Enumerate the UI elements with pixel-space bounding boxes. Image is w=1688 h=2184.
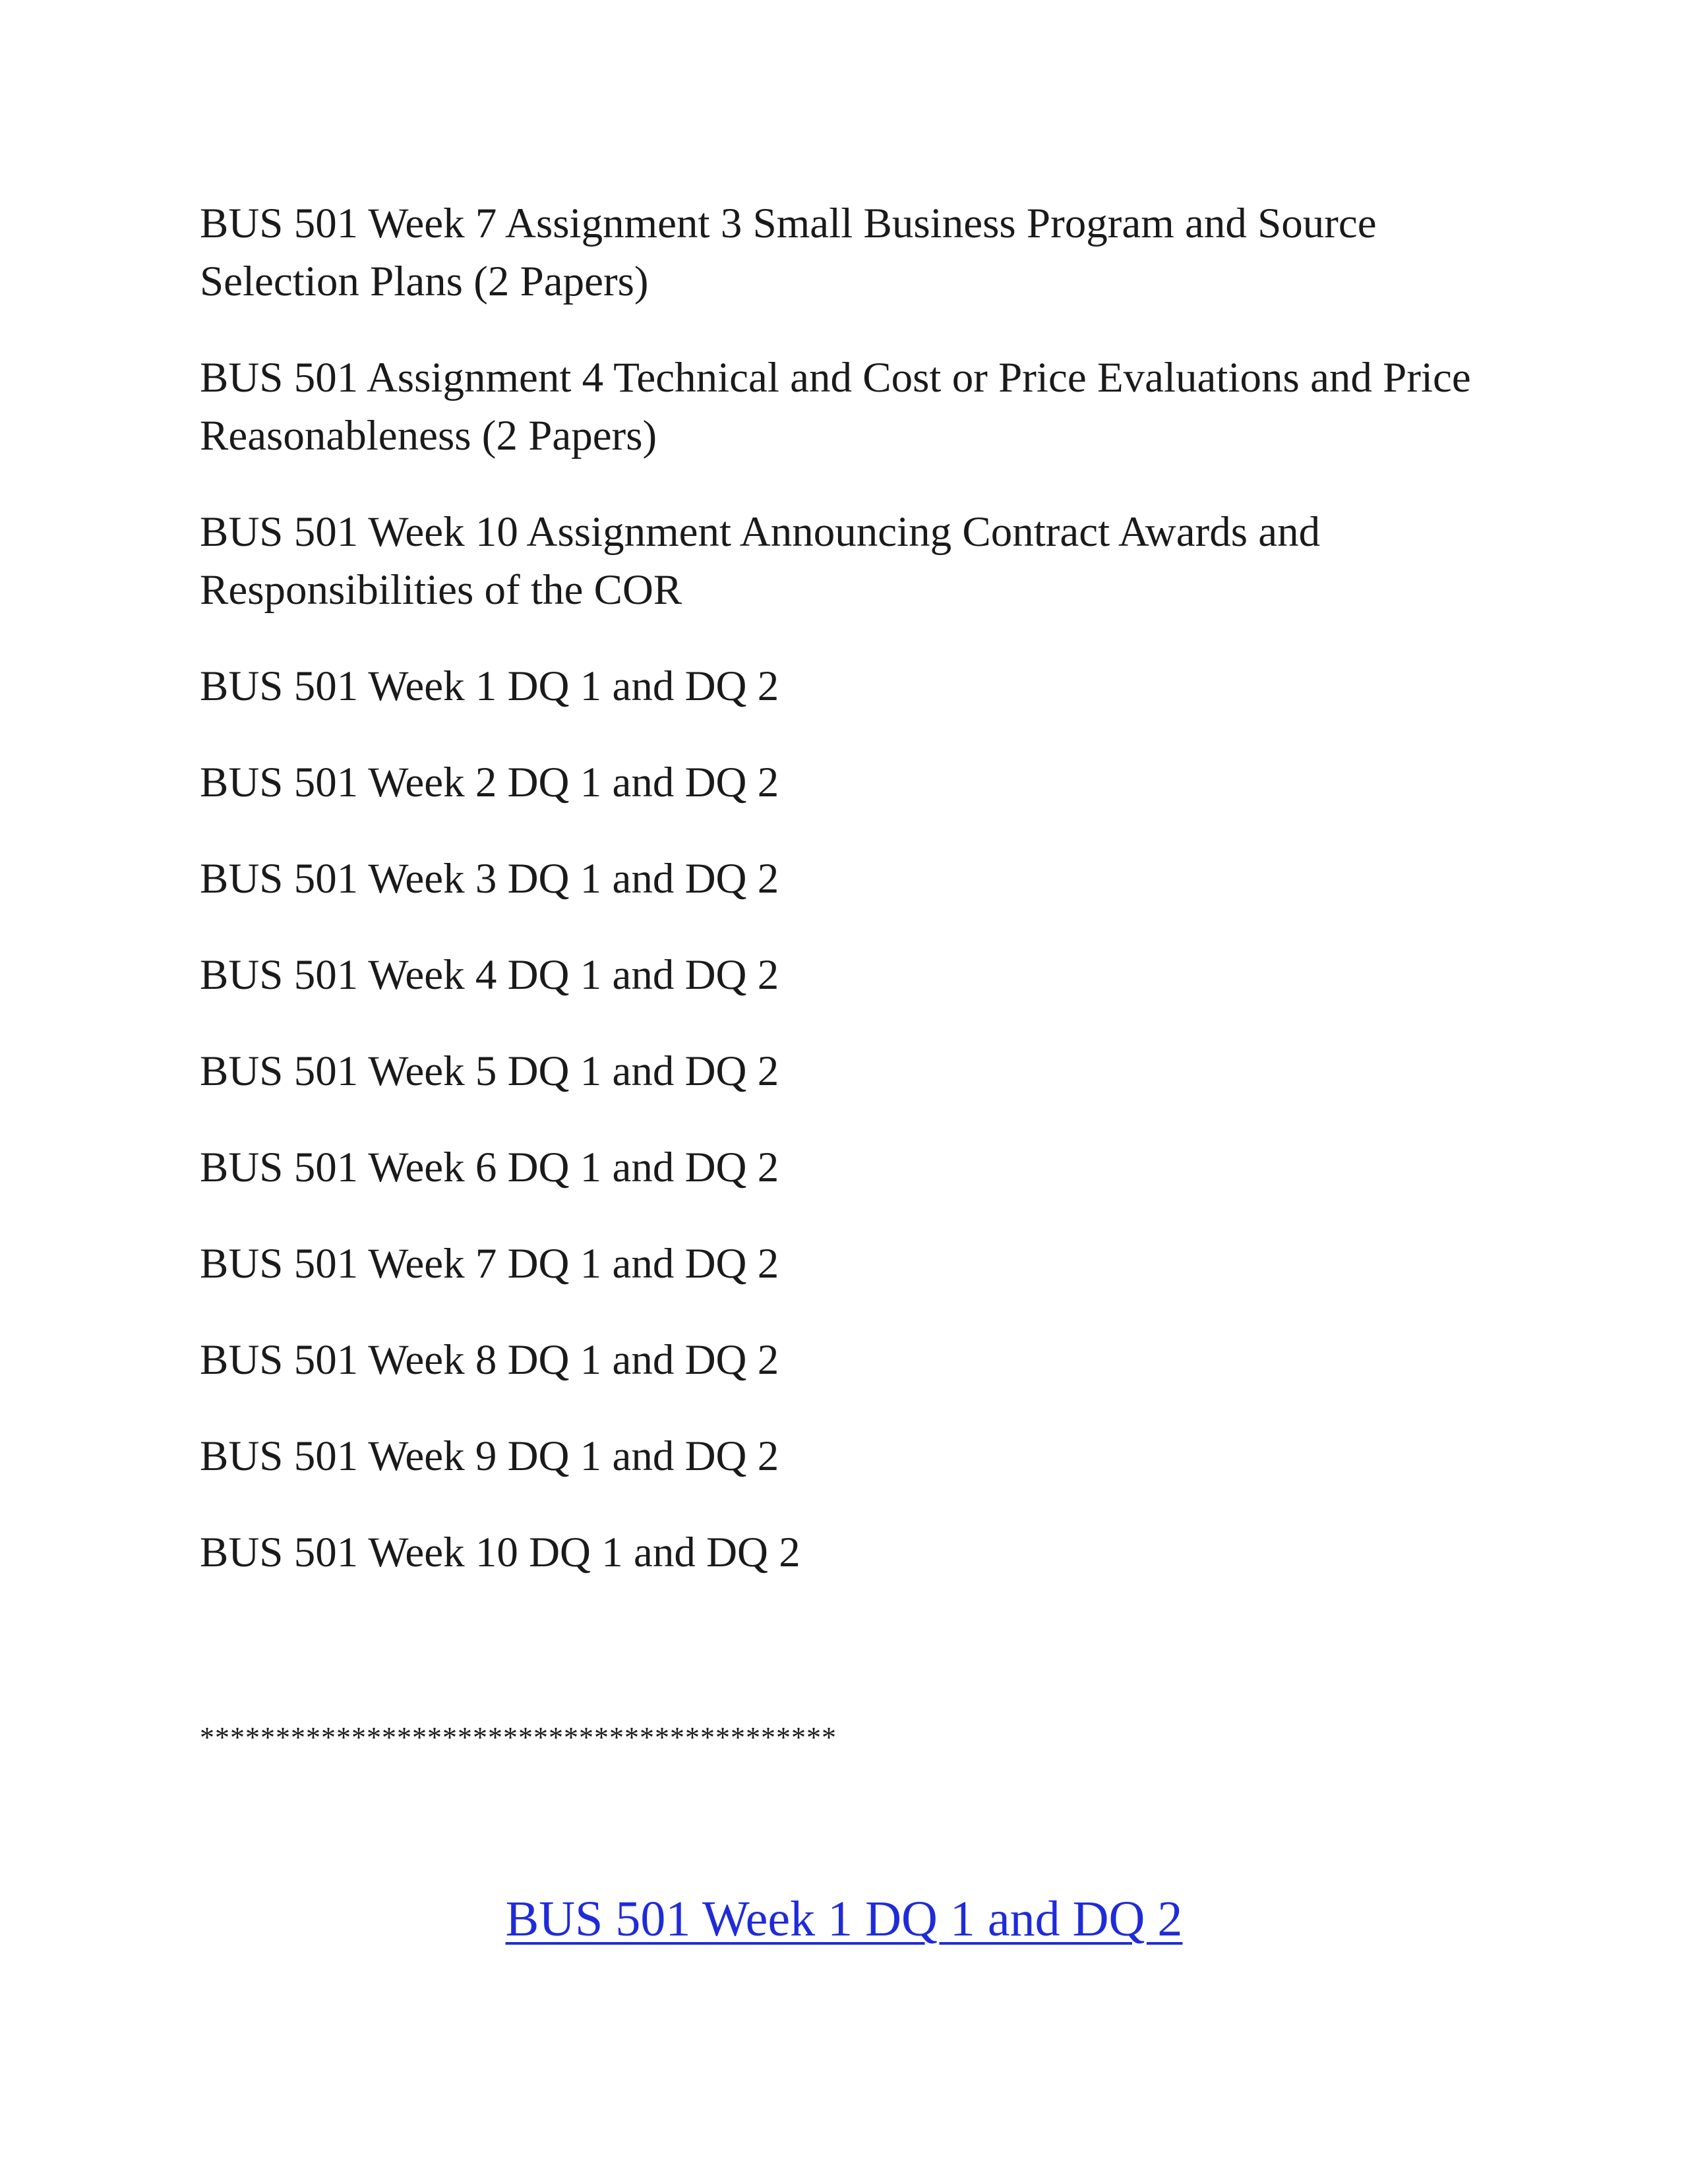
list-item: BUS 501 Week 9 DQ 1 and DQ 2 [200, 1432, 779, 1480]
list-item: BUS 501 Week 4 DQ 1 and DQ 2 [200, 951, 779, 999]
list-item: BUS 501 Week 3 DQ 1 and DQ 2 [200, 855, 779, 902]
list-item: BUS 501 Week 7 DQ 1 and DQ 2 [200, 1240, 779, 1287]
week-1-dq-link[interactable]: BUS 501 Week 1 DQ 1 and DQ 2 [505, 1891, 1183, 1947]
list-item: BUS 501 Week 2 DQ 1 and DQ 2 [200, 759, 779, 806]
asterisk-separator: ****************************************** [200, 1721, 837, 1754]
list-item: BUS 501 Week 6 DQ 1 and DQ 2 [200, 1144, 779, 1191]
link-container [0, 1891, 1688, 1948]
item-list [200, 194, 1505, 1620]
list-item: BUS 501 Week 5 DQ 1 and DQ 2 [200, 1048, 779, 1095]
list-item: BUS 501 Week 7 Assignment 3 Small Business Program and Source Selection Plans (2 Papers) [200, 200, 1377, 305]
list-item: BUS 501 Week 8 DQ 1 and DQ 2 [200, 1336, 779, 1384]
list-item: BUS 501 Assignment 4 Technical and Cost or Price Evaluations and Price Reasonableness (2 Papers) [200, 354, 1471, 459]
list-item: BUS 501 Week 10 DQ 1 and DQ 2 [200, 1529, 800, 1576]
list-item: BUS 501 Week 1 DQ 1 and DQ 2 [200, 663, 779, 710]
list-item: BUS 501 Week 10 Assignment Announcing Contract Awards and Responsibilities of the COR [200, 508, 1321, 614]
